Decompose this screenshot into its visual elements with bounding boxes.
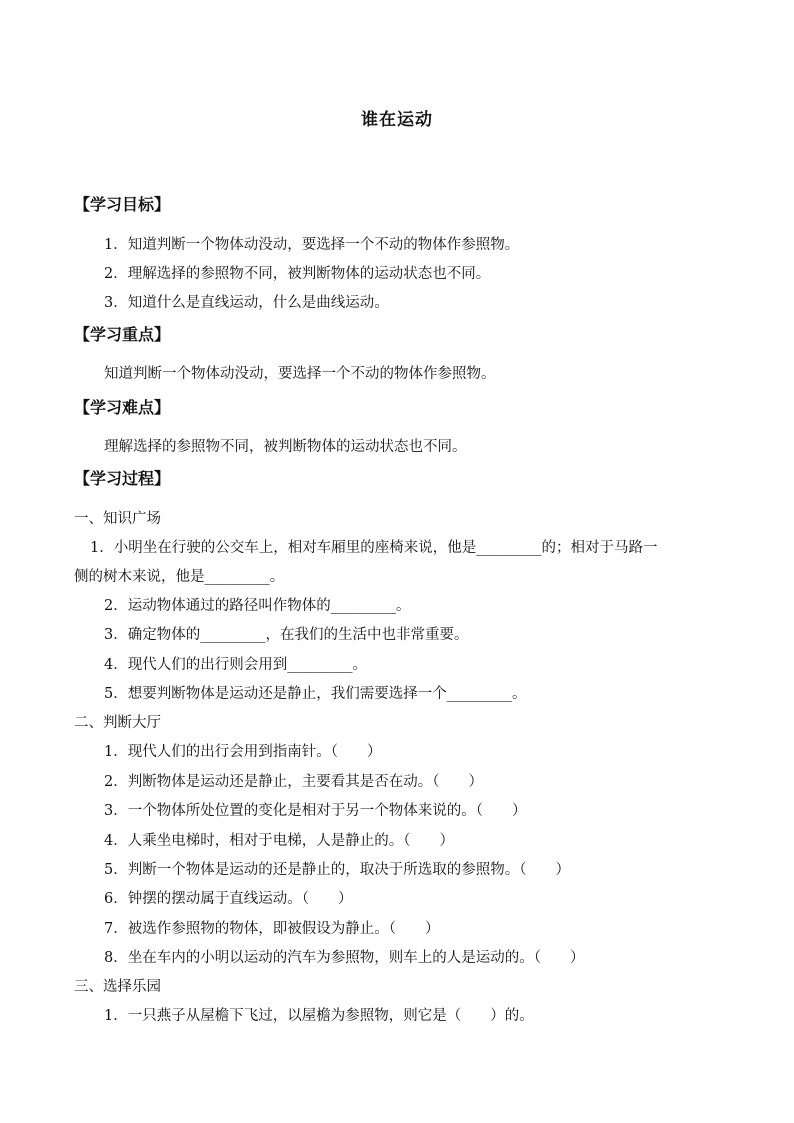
fill-blank-item-continuation: 侧的树木来说，他是_________。: [74, 569, 285, 585]
fill-blank-item: 1．小明坐在行驶的公交车上，相对车厢里的座椅来说，他是_________的；相对于马路一: [90, 540, 658, 556]
true-false-item: 6．钟摆的摆动属于直线运动。（ ）: [104, 891, 353, 907]
objectives-heading: 【学习目标】: [74, 195, 171, 214]
difficulties-text: 理解选择的参照物不同，被判断物体的运动状态也不同。: [104, 439, 467, 455]
fill-blank-item: 3．确定物体的_________，在我们的生活中也非常重要。: [104, 627, 469, 643]
objective-item: 3．知道什么是直线运动，什么是曲线运动。: [104, 295, 389, 311]
fill-blank-item: 5．想要判断物体是运动还是静止，我们需要选择一个_________。: [104, 686, 527, 702]
section-title-knowledge: 一、知识广场: [74, 511, 161, 527]
true-false-item: 5．判断一个物体是运动的还是静止的，取决于所选取的参照物。（ ）: [104, 862, 570, 878]
true-false-item: 1．现代人们的出行会用到指南针。（ ）: [104, 744, 382, 760]
key-points-heading: 【学习重点】: [74, 325, 171, 344]
true-false-item: 7．被选作参照物的物体，即被假设为静止。（ ）: [104, 921, 440, 937]
true-false-item: 3．一个物体所处位置的变化是相对于另一个物体来说的。（ ）: [104, 803, 527, 819]
true-false-item: 4．人乘坐电梯时，相对于电梯，人是静止的。（ ）: [104, 833, 454, 849]
true-false-item: 8．坐在车内的小明以运动的汽车为参照物，则车上的人是运动的。（ ）: [104, 950, 585, 966]
fill-blank-item: 2．运动物体通过的路径叫作物体的_________。: [104, 598, 411, 614]
fill-blank-item: 4．现代人们的出行则会用到_________。: [104, 657, 367, 673]
section-title-choice: 三、选择乐园: [74, 979, 161, 995]
section-title-judgement: 二、判断大厅: [74, 715, 161, 731]
document-title: 谁在运动: [361, 110, 433, 130]
process-heading: 【学习过程】: [74, 469, 171, 488]
key-points-text: 知道判断一个物体动没动，要选择一个不动的物体作参照物。: [104, 366, 496, 382]
difficulties-heading: 【学习难点】: [74, 398, 171, 417]
objective-item: 1．知道判断一个物体动没动，要选择一个不动的物体作参照物。: [104, 237, 520, 253]
objective-item: 2．理解选择的参照物不同，被判断物体的运动状态也不同。: [104, 266, 491, 282]
choice-item: 1．一只燕子从屋檐下飞过，以屋檐为参照物，则它是（ ）的。: [104, 1008, 534, 1024]
true-false-item: 2．判断物体是运动还是静止，主要看其是否在动。（ ）: [104, 774, 483, 790]
